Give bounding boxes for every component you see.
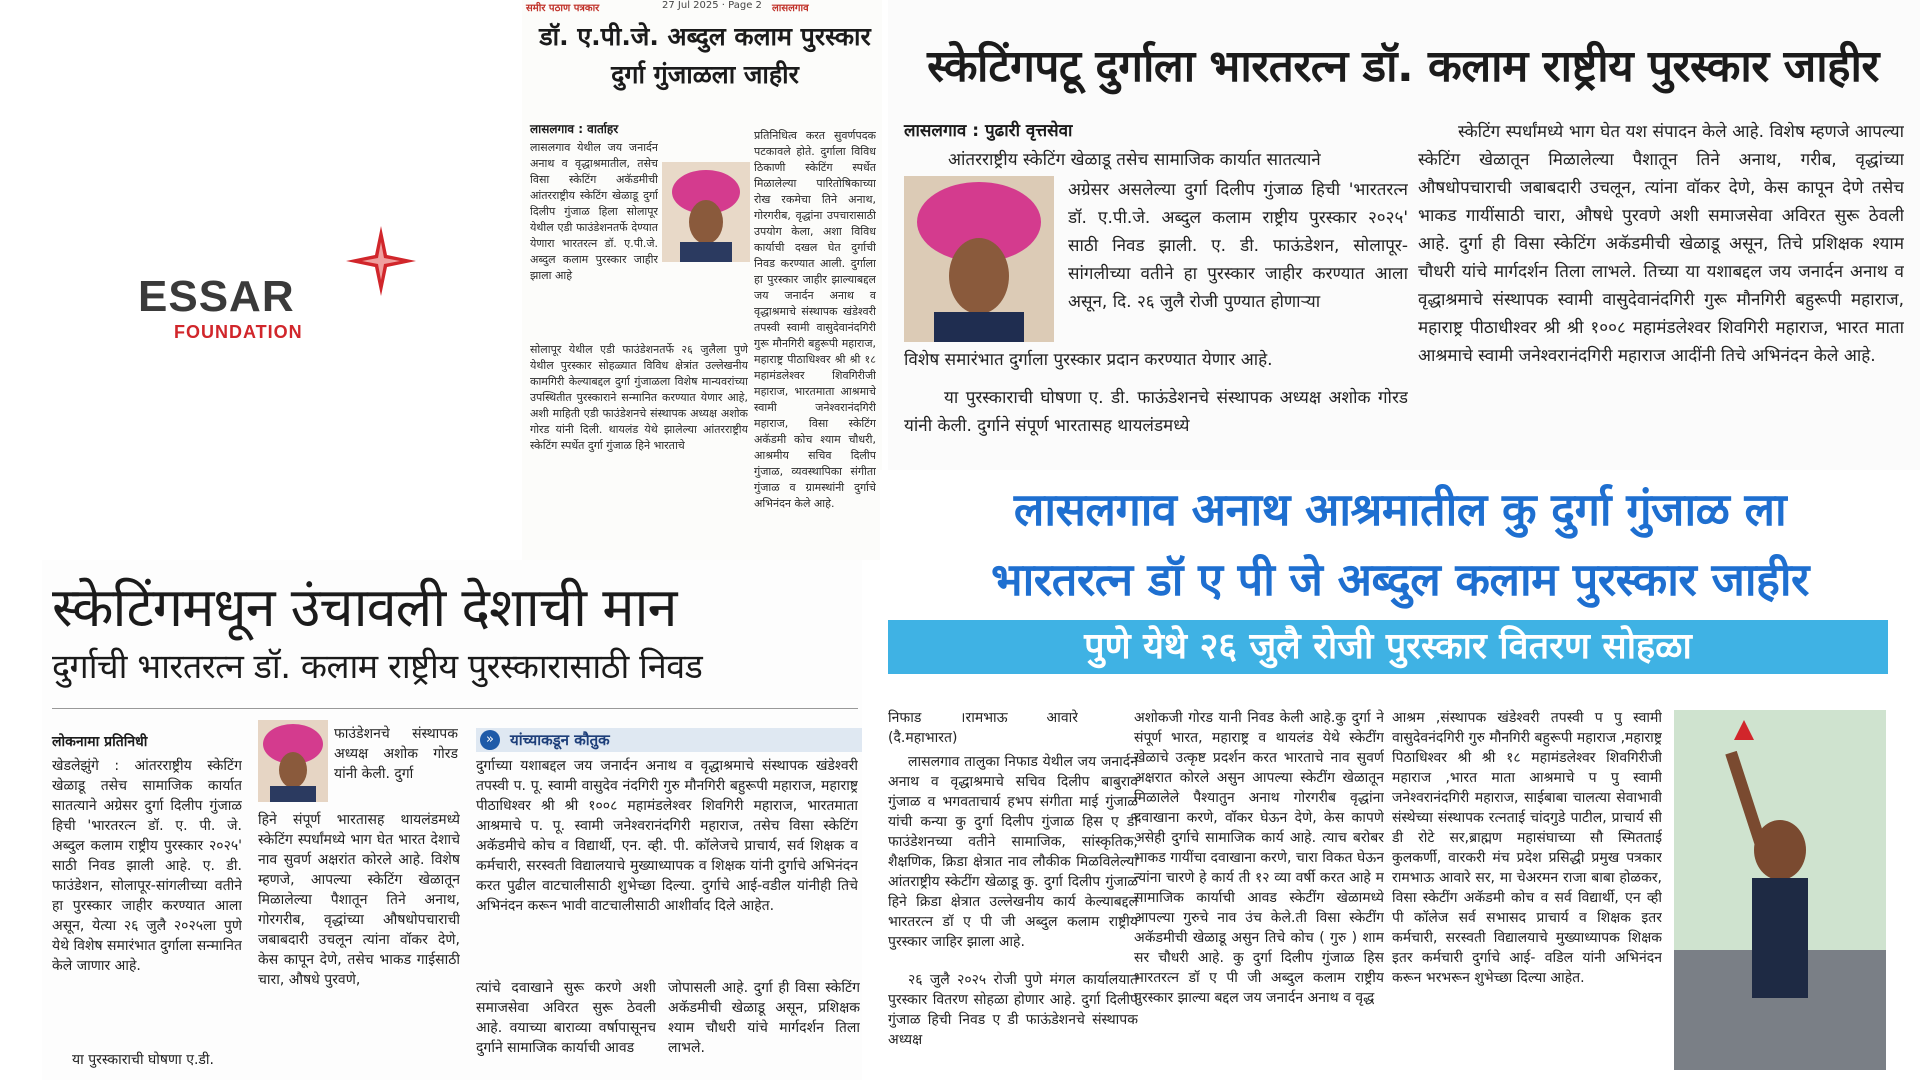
- article-column: हिने संपूर्ण भारतासह थायलंडमध्ये स्केटिंग स्पर्धांमध्ये भाग घेत भारत देशाचे नाव सुवर्ण अक्षरांत कोरले आहे. विशेष म्हणजे, आपल्या स्केटिंग खेळातून मिळालेल्या पैशातून तिने अनाथ, गोरगरीब, वृद्धांच्या औषधोपचाराची जबाबदारी उचलून त्यांना वॉकर देणे, केस कापून देणे, तसेच भाकड गाईसाठी चारा, औषधे पुरवणे,: [258, 812, 460, 988]
- news-clip-pudhari: [888, 0, 1920, 470]
- news-clip-lokmat: [522, 0, 882, 560]
- article-column: सोलापूर येथील एडी फाउंडेशनतर्फे २६ जुलैला पुणे येथील पुरस्कार सोहळ्यात विविध क्षेत्रांत उल्लेखनीय कामगिरी केल्याबद्दल दुर्गा गुंजाळला विशेष मान्यवरांच्या उपस्थितीत पुरस्काराने सन्मानित करण्यात येणार आहे, अशी माहिती एडी फाउंडेशनचे संस्थापक अध्यक्ष अशोक गोरड यांनी दिली. थायलंड येथे झालेल्या आंतरराष्ट्रीय स्केटिंग स्पर्धेत दुर्गा गुंजाळ हिने भारताचे: [530, 343, 748, 452]
- article-column: आश्रम ,संस्थापक खंडेश्वरी तपस्वी प पु स्वामी वासुदेवनंदगिरी गुरु मौनगिरी बहुरूपी महाराज ,महाराष्ट्र पिठाधिश्वर श्री श्री १८ महामंडलेश्वर शिवगिरीजी महाराज ,भारत माता आश्रमाचे प पु स्वामी जनेश्वरानंदगिरी महाराज, साईबाबा चालत्या सेवाभावी संस्थेच्या संस्थापक रत्नताई चांदगुडे पाटील, प्राचार्य सी डी रोटे सर,ब्राह्मण महासंघाच्या सौ स्मितताई कुलकर्णी, वारकरी मंच प्रदेश प्रसिद्धी प्रमुख पत्रकार रामभाऊ आवारे सर, मा चेअरमन राजा बाबा होळकर, विसा स्केटींग अकॅडमी कोच व सर्व विद्यार्थी, एन व्ही पी कॉलेज सर्व सभासद प्राचार्य व शिक्षक इतर कर्मचारी, सरस्वती विद्यालयाचे मुख्याध्यापक शिक्षक इतर कर्मचारी दुर्गाचे आई- वडिल यांनी अभिनंदन करून भरभरून शुभेच्छा दिल्या आहेत.: [1392, 710, 1662, 986]
- article-column: या पुरस्काराची घोषणा ए.डी.: [72, 1052, 214, 1068]
- chevron-right-icon: »: [480, 730, 500, 750]
- article-column: प्रतिनिधित्व करत सुवर्णपदक पटकावले होते. दुर्गाला विविध ठिकाणी स्केटिंग स्पर्धेत मिळालेल्या पारितोषिकाच्या रोख रकमेचा तिने अनाथ, गोरगरीब, वृद्धांना उपचारासाठी उपयोग केला, अशा विविध कार्याची दखल घेत दुर्गाची निवड करण्यात आली. दुर्गाला हा पुरस्कार जाहीर झाल्याबद्दल जय जनार्दन अनाथ व वृद्धाश्रमाचे संस्थापक खंडेश्वरी तपस्वी स्वामी वासुदेवानंदगिरी गुरू मौनगिरी बहुरूपी महाराज, महाराष्ट्र पीठाधिश्वर श्री श्री १८ महामंडलेश्वर शिवगिरीजी महाराज, भारतमाता आश्रमाचे स्वामी जनेश्वरानंदगिरी महाराज, विसा स्केटिंग अकॅडमी कोच श्याम चौधरी, आश्रमीय सचिव दिलीप गुंजाळ, व्यवस्थापिका संगीता गुंजाळ व ग्रामस्थांनी दुर्गाचे अभिनंदन केले आहे.: [754, 129, 876, 510]
- headline: डॉ. ए.पी.जे. अब्दुल कलाम पुरस्कार दुर्गा गुंजाळला जाहीर: [539, 22, 871, 89]
- clip-date: 27 Jul 2025 · Page 2: [662, 0, 762, 11]
- byline: लासलगाव : पुढारी वृत्तसेवा: [904, 121, 1073, 141]
- box-header: [476, 728, 862, 752]
- article-column: लासलगाव येथील जय जनार्दन अनाथ व वृद्धाश्रमातील, तसेच विसा स्केटिंग अकॅडमीची आंतरराष्ट्रीय स्केटिंग खेळाडू दुर्गा दिलीप गुंजाळ हिला सोलापूर येथील एडी फाउंडेशनतर्फे देण्यात येणारा भारतरत्न डॉ. ए.पी.जे. अब्दुल कलाम पुरस्कार जाहीर झाला आहे: [530, 141, 658, 282]
- skater-photo: [1674, 710, 1886, 1070]
- article-lead: आंतरराष्ट्रीय स्केटिंग खेळाडू तसेच सामाजिक कार्यात सातत्याने: [948, 150, 1321, 170]
- event-banner-text: पुणे येथे २६ जुलै रोजी पुरस्कार वितरण सोहळा: [1084, 626, 1692, 667]
- headline-line-1: लासलगाव अनाथ आश्रमातील कु दुर्गा गुंजाळ ला: [1013, 483, 1787, 536]
- portrait-photo: [904, 176, 1054, 342]
- byline: निफाड ।रामभाऊ आवारे (दै.महाभारत): [888, 710, 1078, 746]
- byline: लासलगाव : वार्ताहर: [530, 122, 619, 136]
- article-column: जोपासली आहे. दुर्गा ही विसा स्केटिंग अकॅडमीची खेळाडू असून, प्रशिक्षक श्याम चौधरी यांचे मार्गदर्शन तिला लाभले.: [668, 980, 860, 1056]
- article-column: त्यांचे दवाखाने सुरू करणे अशी समाजसेवा अविरत सुरू ठेवली आहे. वयाच्या बाराव्या वर्षापासूनच दुर्गाने सामाजिक कार्याची आवड: [476, 980, 656, 1056]
- byline: लोकनामा प्रतिनिधी: [52, 734, 148, 750]
- article-column: या पुरस्काराची घोषणा ए. डी. फाऊंडेशनचे संस्थापक अध्यक्ष अशोक गोरड यांनी केली. दुर्गाने संपूर्ण भारतासह थायलंडमध्ये: [904, 388, 1408, 436]
- portrait-photo: [662, 162, 750, 262]
- news-clip-loknama: [42, 560, 862, 1080]
- clip-reporter: समीर पठाण पत्रकार: [526, 3, 600, 14]
- article-column: विशेष समारंभात दुर्गाला पुरस्कार प्रदान करण्यात येणार आहे.: [904, 350, 1273, 370]
- news-clip-mahabharat: [880, 470, 1920, 1080]
- portrait-photo: [258, 720, 328, 802]
- subheadline: दुर्गाची भारतरत्न डॉ. कलाम राष्ट्रीय पुरस्कारासाठी निवड: [52, 647, 703, 687]
- article-column: अग्रेसर असलेल्या दुर्गा दिलीप गुंजाळ हिची 'भारतरत्न डॉ. ए.पी.जे. अब्दुल कलाम राष्ट्रीय पुरस्कार २०२५' साठी निवड झाली. ए. डी. फाऊंडेशन, सोलापूर-सांगलीच्या वतीने हा पुरस्कार जाहीर करण्यात आला असून, दि. २६ जुलै रोजी पुण्यात होणाऱ्या: [1068, 180, 1408, 312]
- headline-line-2: भारतरत्न डॉ ए पी जे अब्दुल कलाम पुरस्कार जाहीर: [991, 553, 1809, 606]
- article-column: लासलगाव तालुका निफाड येथील जय जनार्दन अनाथ व वृद्धाश्रमाचे सचिव दिलीप बाबुराव गुंजाळ व भगवताचार्य हभप संगीता माई गुंजाळ यांची कन्या कु दुर्गा दिलीप गुंजाळ हिस ए डी फाउंडेशनच्या वतीने सामाजिक, सांस्कृतिक, शैक्षणिक, क्रिडा क्षेत्रात नाव लौकीक मिळविलेल्या आंतराष्ट्रीय स्केटींग खेळाडू कु. दुर्गा दिलीप गुंजाळ हिने क्रिडा क्षेत्रात उल्लेखनीय कार्य केल्याबद्दल भारतरत्न डॉ ए पी जी अब्दुल कलाम राष्ट्रीय पुरस्कार जाहिर झाला आहे.: [888, 754, 1138, 950]
- divider: [52, 708, 858, 709]
- essar-star-icon: [346, 226, 416, 296]
- headline: स्केटिंगपटू दुर्गाला भारतरत्न डॉ. कलाम राष्ट्रीय पुरस्कार जाहीर: [927, 41, 1879, 92]
- clip-location: लासलगाव: [772, 3, 809, 14]
- article-column: स्केटिंग स्पर्धांमध्ये भाग घेत यश संपादन केले आहे. विशेष म्हणजे आपल्या स्केटिंग खेळातून मिळालेल्या पैशातून तिने अनाथ, गरीब, वृद्धांच्या औषधोपचाराची जबाबदारी उचलून, त्यांना वॉकर देणे, केस कापून देणे तसेच भाकड गायींसाठी चारा, औषधे पुरवणे अशी समाजसेवा अविरत सुरू ठेवली आहे. दुर्गा ही विसा स्केटिंग अकॅडमीची खेळाडू असून, तिचे प्रशिक्षक श्याम चौधरी यांचे मार्गदर्शन तिला लाभले. तिच्या या यशाबद्दल जय जनार्दन अनाथ व वृद्धाश्रमाचे संस्थापक स्वामी वासुदेवानंदगिरी गुरू मौनगिरी बहुरूपी महाराज, महाराष्ट्र पीठाधीश्वर श्री श्री १००८ महामंडलेश्वर शिवगिरी महाराज, भारत माता आश्रमाचे स्वामी जनेश्वरानंदगिरी महाराज आदींनी तिचे अभिनंदन केले आहे.: [1418, 122, 1904, 366]
- article-column: फाउंडेशनचे संस्थापक अध्यक्ष अशोक गोरड यांनी केली. दुर्गा: [334, 726, 458, 782]
- essar-foundation-logo: [138, 222, 418, 342]
- event-banner: [888, 620, 1888, 674]
- article-column: अशोकजी गोरड यानी निवड केली आहे.कु दुर्गा ने संपूर्ण भारत, महाराष्ट्र व थायलंड येथे स्केटींग खेळाचे उत्कृष्ट प्रदर्शन करत भारताचे नाव सुवर्ण अक्षरात कोरले असुन आपल्या स्केटींग खेळातून मिळालेले पैश्यातुन अनाथ गोरगरीब वृद्धांना दवाखाना करणे, वॉकर घेऊन देणे, केस कापणे असेही दुर्गाचे सामाजिक कार्य आहे. त्याच बरोबर भाकड गायींचा दवाखाना करणे, चारा विकत घेऊन त्यांना चारणे हे कार्य ती १२ व्या वर्षी करत आहे म सामाजिक कार्याची आवड स्केटींग खेळामध्ये आपल्या गुरुचे नाव उंच केले.ती विसा स्केटींग अकॅडमीची खेळाडू असुन तिचे कोच ( गुरु ) शाम सर चौधरी आहे. कु दुर्गा दिलीप गुंजाळ हिस भारतरत्न डॉ ए पी जी अब्दुल कलाम राष्ट्रीय पुरस्कार झाल्या बद्दल जय जनार्दन अनाथ व वृद्ध: [1134, 710, 1384, 1006]
- logo-wordmark: ESSAR: [138, 272, 295, 321]
- headline: स्केटिंगमधून उंचावली देशाची मान: [52, 576, 677, 639]
- article-column: खेडलेझुंगे : आंतरराष्ट्रीय स्केटिंग खेळाडू तसेच सामाजिक कार्यात सातत्याने अग्रेसर दुर्गा दिलीप गुंजाळ हिची 'भारतरत्न डॉ. ए. पी. जे. अब्दुल कलाम राष्ट्रीय पुरस्कार २०२५' साठी निवड झाली आहे. ए. डी. फाउंडेशन, सोलापूर-सांगलीच्या वतीने हा पुरस्कार जाहीर करण्यात आला असून, येत्या २६ जुलै २०२५ला पुणे येथे विशेष समारंभात दुर्गाला सन्मानित केले जाणार आहे.: [52, 758, 242, 974]
- box-title: यांच्याकडून कौतुक: [510, 731, 610, 749]
- logo-subtitle: FOUNDATION: [174, 322, 303, 342]
- box-text: दुर्गाच्या यशाबद्दल जय जनार्दन अनाथ व वृद्धाश्रमाचे संस्थापक खंडेश्वरी तपस्वी प. पू. स्वामी वासुदेव नंदगिरी गुरु मौनगिरी बहुरूपी महाराज, महाराष्ट्र पीठाधिश्वर श्री श्री १००८ महामंडलेश्वर शिवगिरी महाराज, भारतमाता आश्रमाचे प. पू. स्वामी जनेश्वरानंदगिरी महाराज, तसेच विसा स्केटिंग अकॅडमीचे कोच व विद्यार्थी, एन. व्ही. पी. कॉलेजचे प्राचार्य, सर्व शिक्षक व कर्मचारी, सरस्वती विद्यालयाचे मुख्याध्यापक व शिक्षक यांनी दुर्गाचे अभिनंदन करत पुढील वाटचालीसाठी शुभेच्छा दिल्या. दुर्गाचे आई-वडील यांनीही तिचे अभिनंदन करून भावी वाटचालीसाठी आशीर्वाद दिले आहेत.: [476, 758, 858, 914]
- article-column: २६ जुलै २०२५ रोजी पुणे मंगल कार्यालयात पुरस्कार वितरण सोहळा होणार आहे. दुर्गा दिलीप गुंजाळ हिची निवड ए डी फाऊंडेशनचे संस्थापक अध्यक्ष: [888, 972, 1138, 1048]
